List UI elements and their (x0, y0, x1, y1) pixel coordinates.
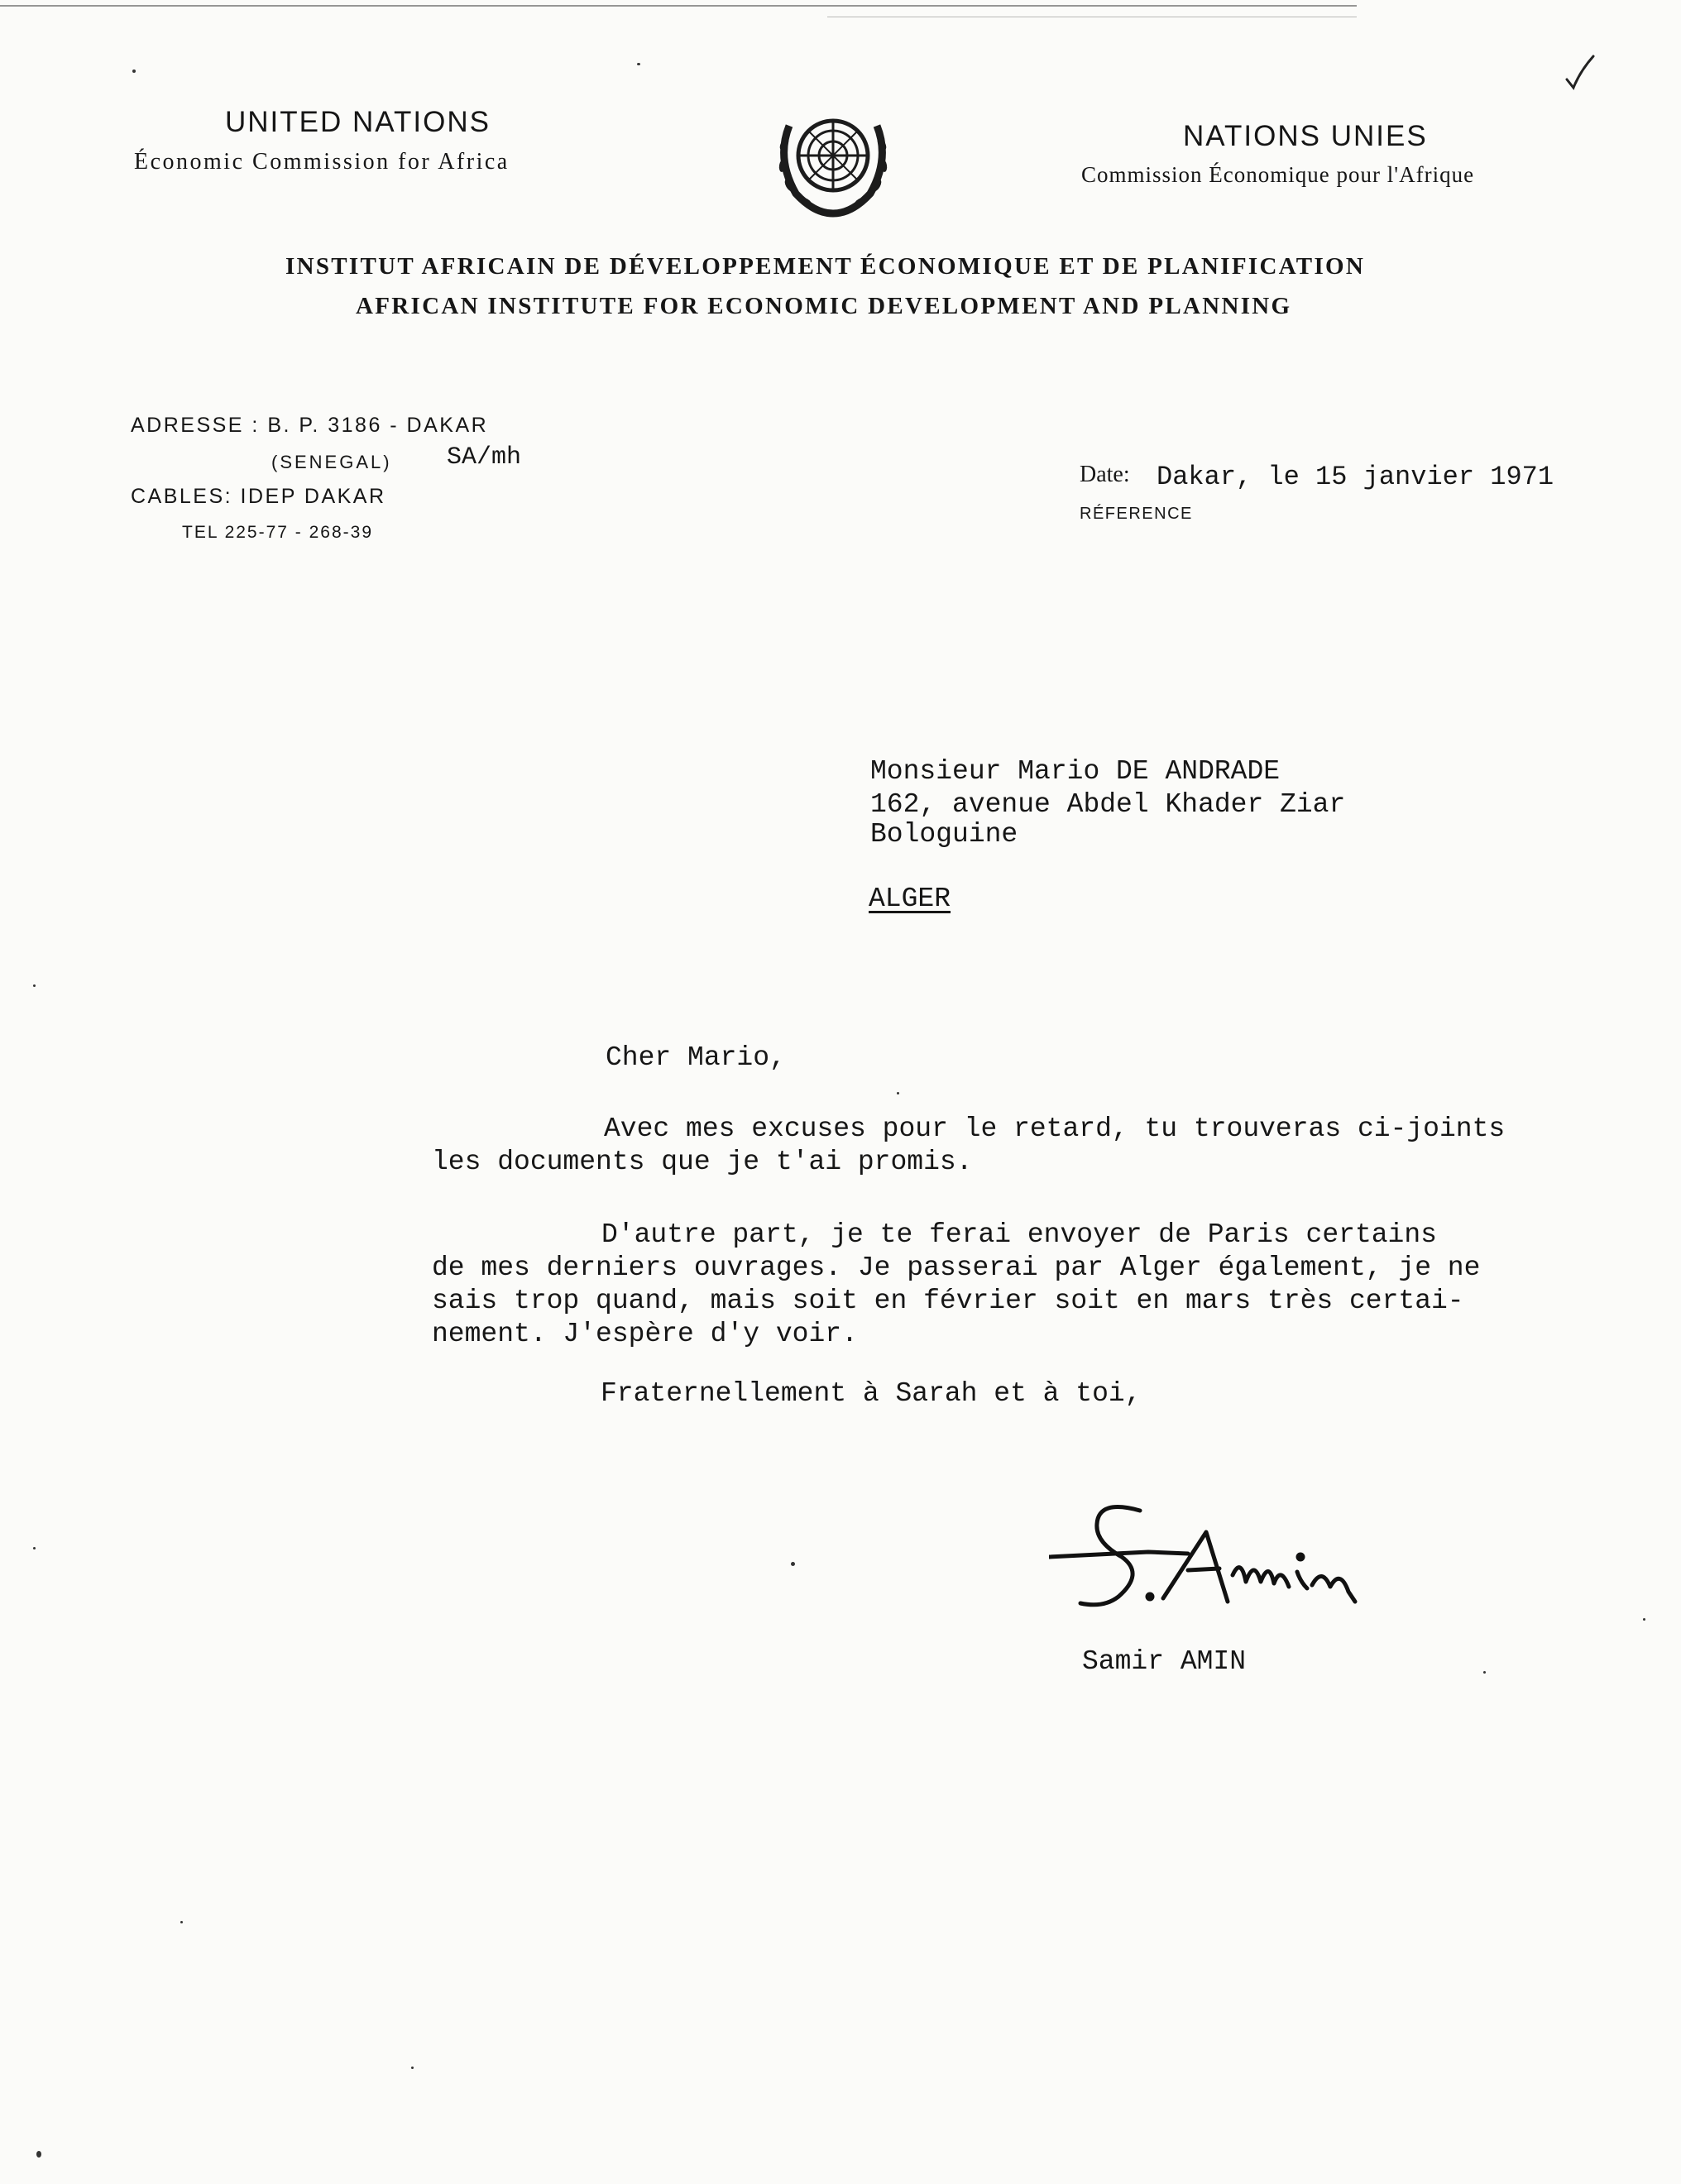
signer-name: Samir AMIN (1082, 1646, 1247, 1677)
reference-label: RÉFERENCE (1080, 505, 1193, 523)
paper-speck (33, 984, 36, 987)
recipient-city: ALGER (869, 884, 951, 914)
body-paragraph-2-line-4: nement. J'espère d'y voir. (432, 1319, 858, 1349)
date-label: Date: (1080, 462, 1130, 487)
paper-speck (180, 1921, 183, 1923)
paper-speck (411, 2067, 414, 2069)
letter-closing: Fraternellement à Sarah et à toi, (601, 1378, 1142, 1409)
typist-initials: SA/mh (447, 443, 522, 472)
un-french-subtitle: Commission Économique pour l'Afrique (1081, 162, 1475, 187)
letter-greeting: Cher Mario, (606, 1042, 786, 1073)
top-edge-rule (0, 5, 1357, 7)
address-country: (SENEGAL) (271, 452, 392, 472)
un-emblem-icon (771, 101, 895, 218)
paper-speck (791, 1562, 795, 1566)
body-paragraph-1-line-1: Avec mes excuses pour le retard, tu trouveras ci-joints (604, 1114, 1506, 1144)
letter-date: Dakar, le 15 janvier 1971 (1157, 462, 1554, 492)
address-line: ADRESSE : B. P. 3186 - DAKAR (131, 414, 489, 437)
body-paragraph-2-line-2: de mes derniers ouvrages. Je passerai par Alger également, je ne (432, 1252, 1481, 1283)
paper-speck (36, 2151, 41, 2158)
body-paragraph-1-line-2: les documents que je t'ai promis. (432, 1147, 973, 1177)
paper-speck (1643, 1618, 1645, 1621)
body-paragraph-2-line-3: sais trop quand, mais soit en février soit en mars très certai- (432, 1286, 1464, 1316)
checkmark-icon (1564, 55, 1597, 91)
paper-speck (897, 1092, 899, 1094)
institute-name-french: INSTITUT AFRICAIN DE DÉVELOPPEMENT ÉCONOMIQUE ET DE PLANIFICATION (285, 253, 1366, 280)
body-paragraph-2-line-1: D'autre part, je te ferai envoyer de Paris certains (601, 1219, 1437, 1250)
handwritten-signature (1049, 1499, 1446, 1623)
recipient-street: 162, avenue Abdel Khader Ziar (870, 789, 1346, 820)
telephone-line: TEL 225-77 - 268-39 (182, 523, 374, 542)
paper-speck (132, 69, 136, 73)
paper-speck (33, 1547, 36, 1549)
un-english-subtitle: Économic Commission for Africa (134, 149, 510, 175)
cables-line: CABLES: IDEP DAKAR (131, 485, 386, 508)
recipient-district: Bologuine (870, 819, 1018, 850)
recipient-name: Monsieur Mario DE ANDRADE (870, 756, 1281, 787)
un-french-title: NATIONS UNIES (1183, 120, 1428, 152)
paper-speck (1483, 1671, 1486, 1674)
institute-name-english: AFRICAN INSTITUTE FOR ECONOMIC DEVELOPMENT AND PLANNING (356, 293, 1292, 319)
un-english-title: UNITED NATIONS (225, 106, 491, 138)
paper-speck (637, 63, 640, 65)
